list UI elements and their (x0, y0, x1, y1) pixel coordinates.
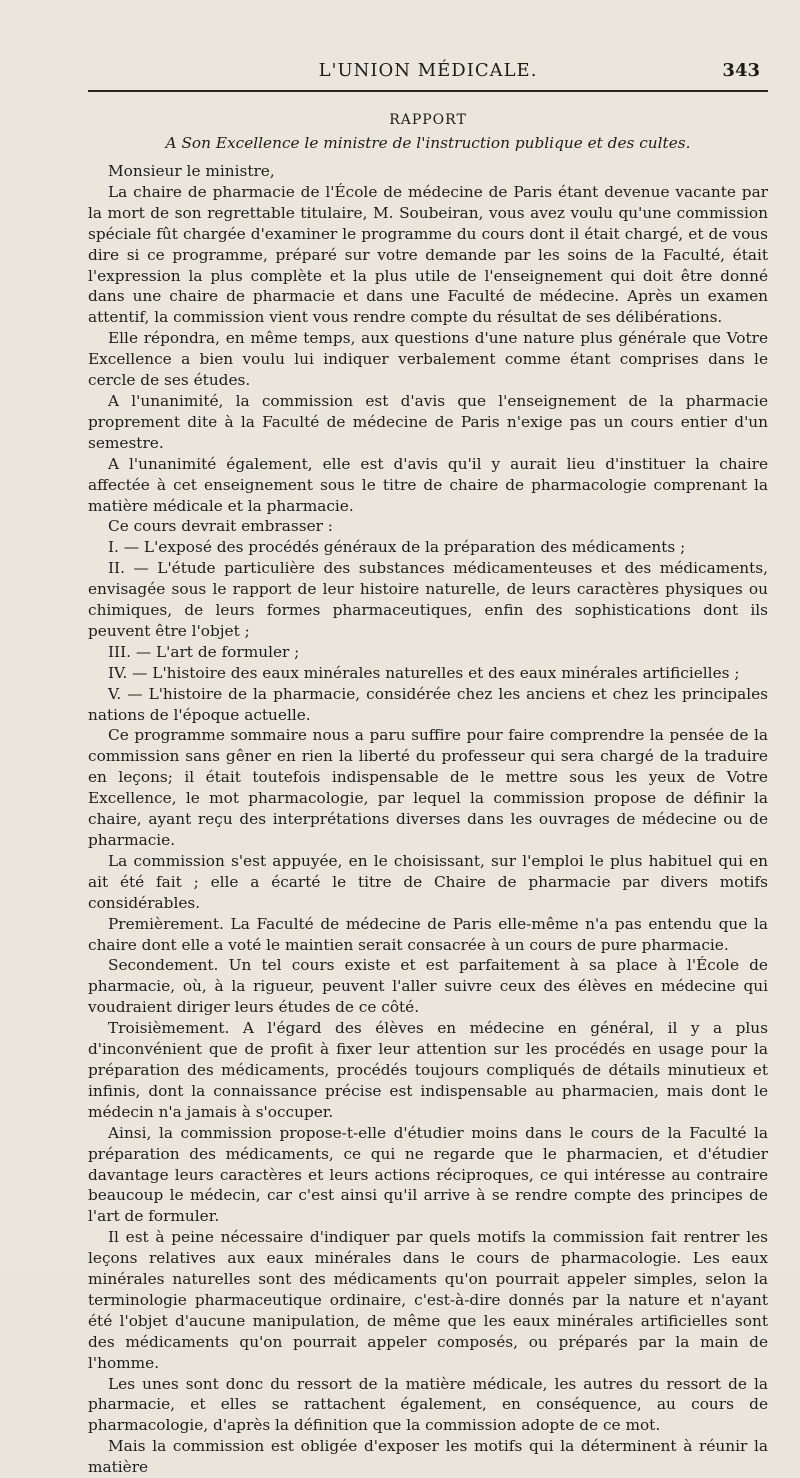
paragraph: Les unes sont donc du ressort de la matière médicale, les autres du ressort de la pharmacie, et elles se rattachent également, en conséquence, au cours de pharmacologie, d'après la définition que la commission adopte de ce mot. (88, 1374, 768, 1435)
paragraph: Ce cours devrait embrasser : (108, 517, 333, 536)
paragraph: Il est à peine nécessaire d'indiquer par quels motifs la commission fait rentrer les leçons relatives aux eaux minérales dans le cours de pharmacologie. Les eaux minérales naturelles sont des médicaments qu'on pourrait appeler simples, selon la terminologie pharmaceutique ordinaire, c'est-à-dire donnés par la nature et n'ayant été l'objet d'aucune manipulation, de même que les eaux minérales artificielles sont des médicaments qu'on pourrait appeler composés, ou préparés par la main de l'homme. (88, 1228, 768, 1372)
list-item: II. — L'étude particulière des substances médicamenteuses et des médicaments, envisagée sous le rapport de leur histoire naturelle, de leurs caractères physiques ou chimiques, de leurs formes pharmaceutiques, enfin des sophistications dont ils peuvent être l'objet ; (88, 559, 768, 640)
salutation: Monsieur le ministre, (108, 162, 275, 180)
paragraph: La commission s'est appuyée, en le choisissant, sur l'emploi le plus habituel qui en ait été fait ; elle a écarté le titre de Chaire de pharmacie par divers motifs considérables. (88, 851, 768, 912)
list-item: IV. — L'histoire des eaux minérales naturelles et des eaux minérales artificielles ; (108, 663, 740, 682)
page-number: 343 (722, 60, 760, 81)
section-title: RAPPORT (389, 112, 467, 128)
article-body (88, 110, 768, 1478)
header-rule (88, 90, 768, 92)
paragraph: Mais la commission est obligée d'exposer les motifs qui la déterminent à réunir la matière (88, 1437, 768, 1477)
paragraph: Secondement. Un tel cours existe et est parfaitement à sa place à l'École de pharmacie, où, à la rigueur, peuvent l'aller suivre ceux des élèves en médecine qui voudraient diriger leurs études de ce côté. (88, 956, 768, 1017)
paragraph: Ainsi, la commission propose-t-elle d'étudier moins dans le cours de la Faculté la préparation des médicaments, ce qui ne regarde que le pharmacien, et d'étudier davantage leurs caractères et leurs actions réciproques, ce qui intéresse au contraire beaucoup le médecin, car c'est ainsi qu'il arrive à se rendre compte des principes de l'art de formuler. (88, 1123, 768, 1226)
paragraph: La chaire de pharmacie de l'École de médecine de Paris étant devenue vacante par la mort de son regrettable titulaire, M. Soubeiran, vous avez voulu qu'une commission spéciale fût chargée d'examiner le programme du cours dont il était chargé, et de vous dire si ce programme, préparé sur votre demande par les soins de la Faculté, était l'expression la plus complète et la plus utile de l'enseignement qui doit être donné dans une chaire de pharmacie et dans une Faculté de médecine. Après un examen attentif, la commission vient vous rendre compte du résultat de ses délibérations. (88, 182, 768, 327)
paragraph: Premièrement. La Faculté de médecine de Paris elle-même n'a pas entendu que la chaire dont elle a voté le maintien serait consacrée à un cours de pure pharmacie. (88, 914, 768, 954)
paragraph: Elle répondra, en même temps, aux questions d'une nature plus générale que Votre Excellence a bien voulu lui indiquer verbalement comme étant comprises dans le cercle de ses études. (88, 329, 768, 390)
journal-title: L'UNION MÉDICALE. (318, 60, 538, 81)
paragraph: A l'unanimité, la commission est d'avis que l'enseignement de la pharmacie proprement dite à la Faculté de médecine de Paris n'exige pas un cours entier d'un semestre. (88, 391, 768, 452)
paragraph: Ce programme sommaire nous a paru suffire pour faire comprendre la pensée de la commission sans gêner en rien la liberté du professeur qui sera chargé de la traduire en leçons; il était toutefois indispensable de le mettre sous les yeux de Votre Excellence, le mot pharmacologie, par lequel la commission propose de définir la chaire, ayant reçu des interprétations diverses dans les ouvrages de médecine ou de pharmacie. (88, 726, 768, 849)
paragraph: A l'unanimité également, elle est d'avis qu'il y aurait lieu d'instituer la chaire affectée à cet enseignement sous le titre de chaire de pharmacologie comprenant la matière médicale et la pharmacie. (88, 454, 768, 515)
running-header (88, 58, 768, 86)
list-item: V. — L'histoire de la pharmacie, considérée chez les anciens et chez les principales nations de l'époque actuelle. (88, 684, 768, 724)
paragraph: Troisièmement. A l'égard des élèves en médecine en général, il y a plus d'inconvénient que de profit à fixer leur attention sur les procédés en usage pour la préparation des médicaments, procédés toujours compliqués de détails minutieux et infinis, dont la connaissance précise est indispensable au pharmacien, mais dont le médecin n'a jamais à s'occuper. (88, 1019, 768, 1121)
dedication: A Son Excellence le ministre de l'instruction publique et des cultes. (165, 134, 691, 152)
list-item: I. — L'exposé des procédés généraux de la préparation des médicaments ; (108, 538, 686, 557)
list-item: III. — L'art de formuler ; (108, 642, 300, 661)
